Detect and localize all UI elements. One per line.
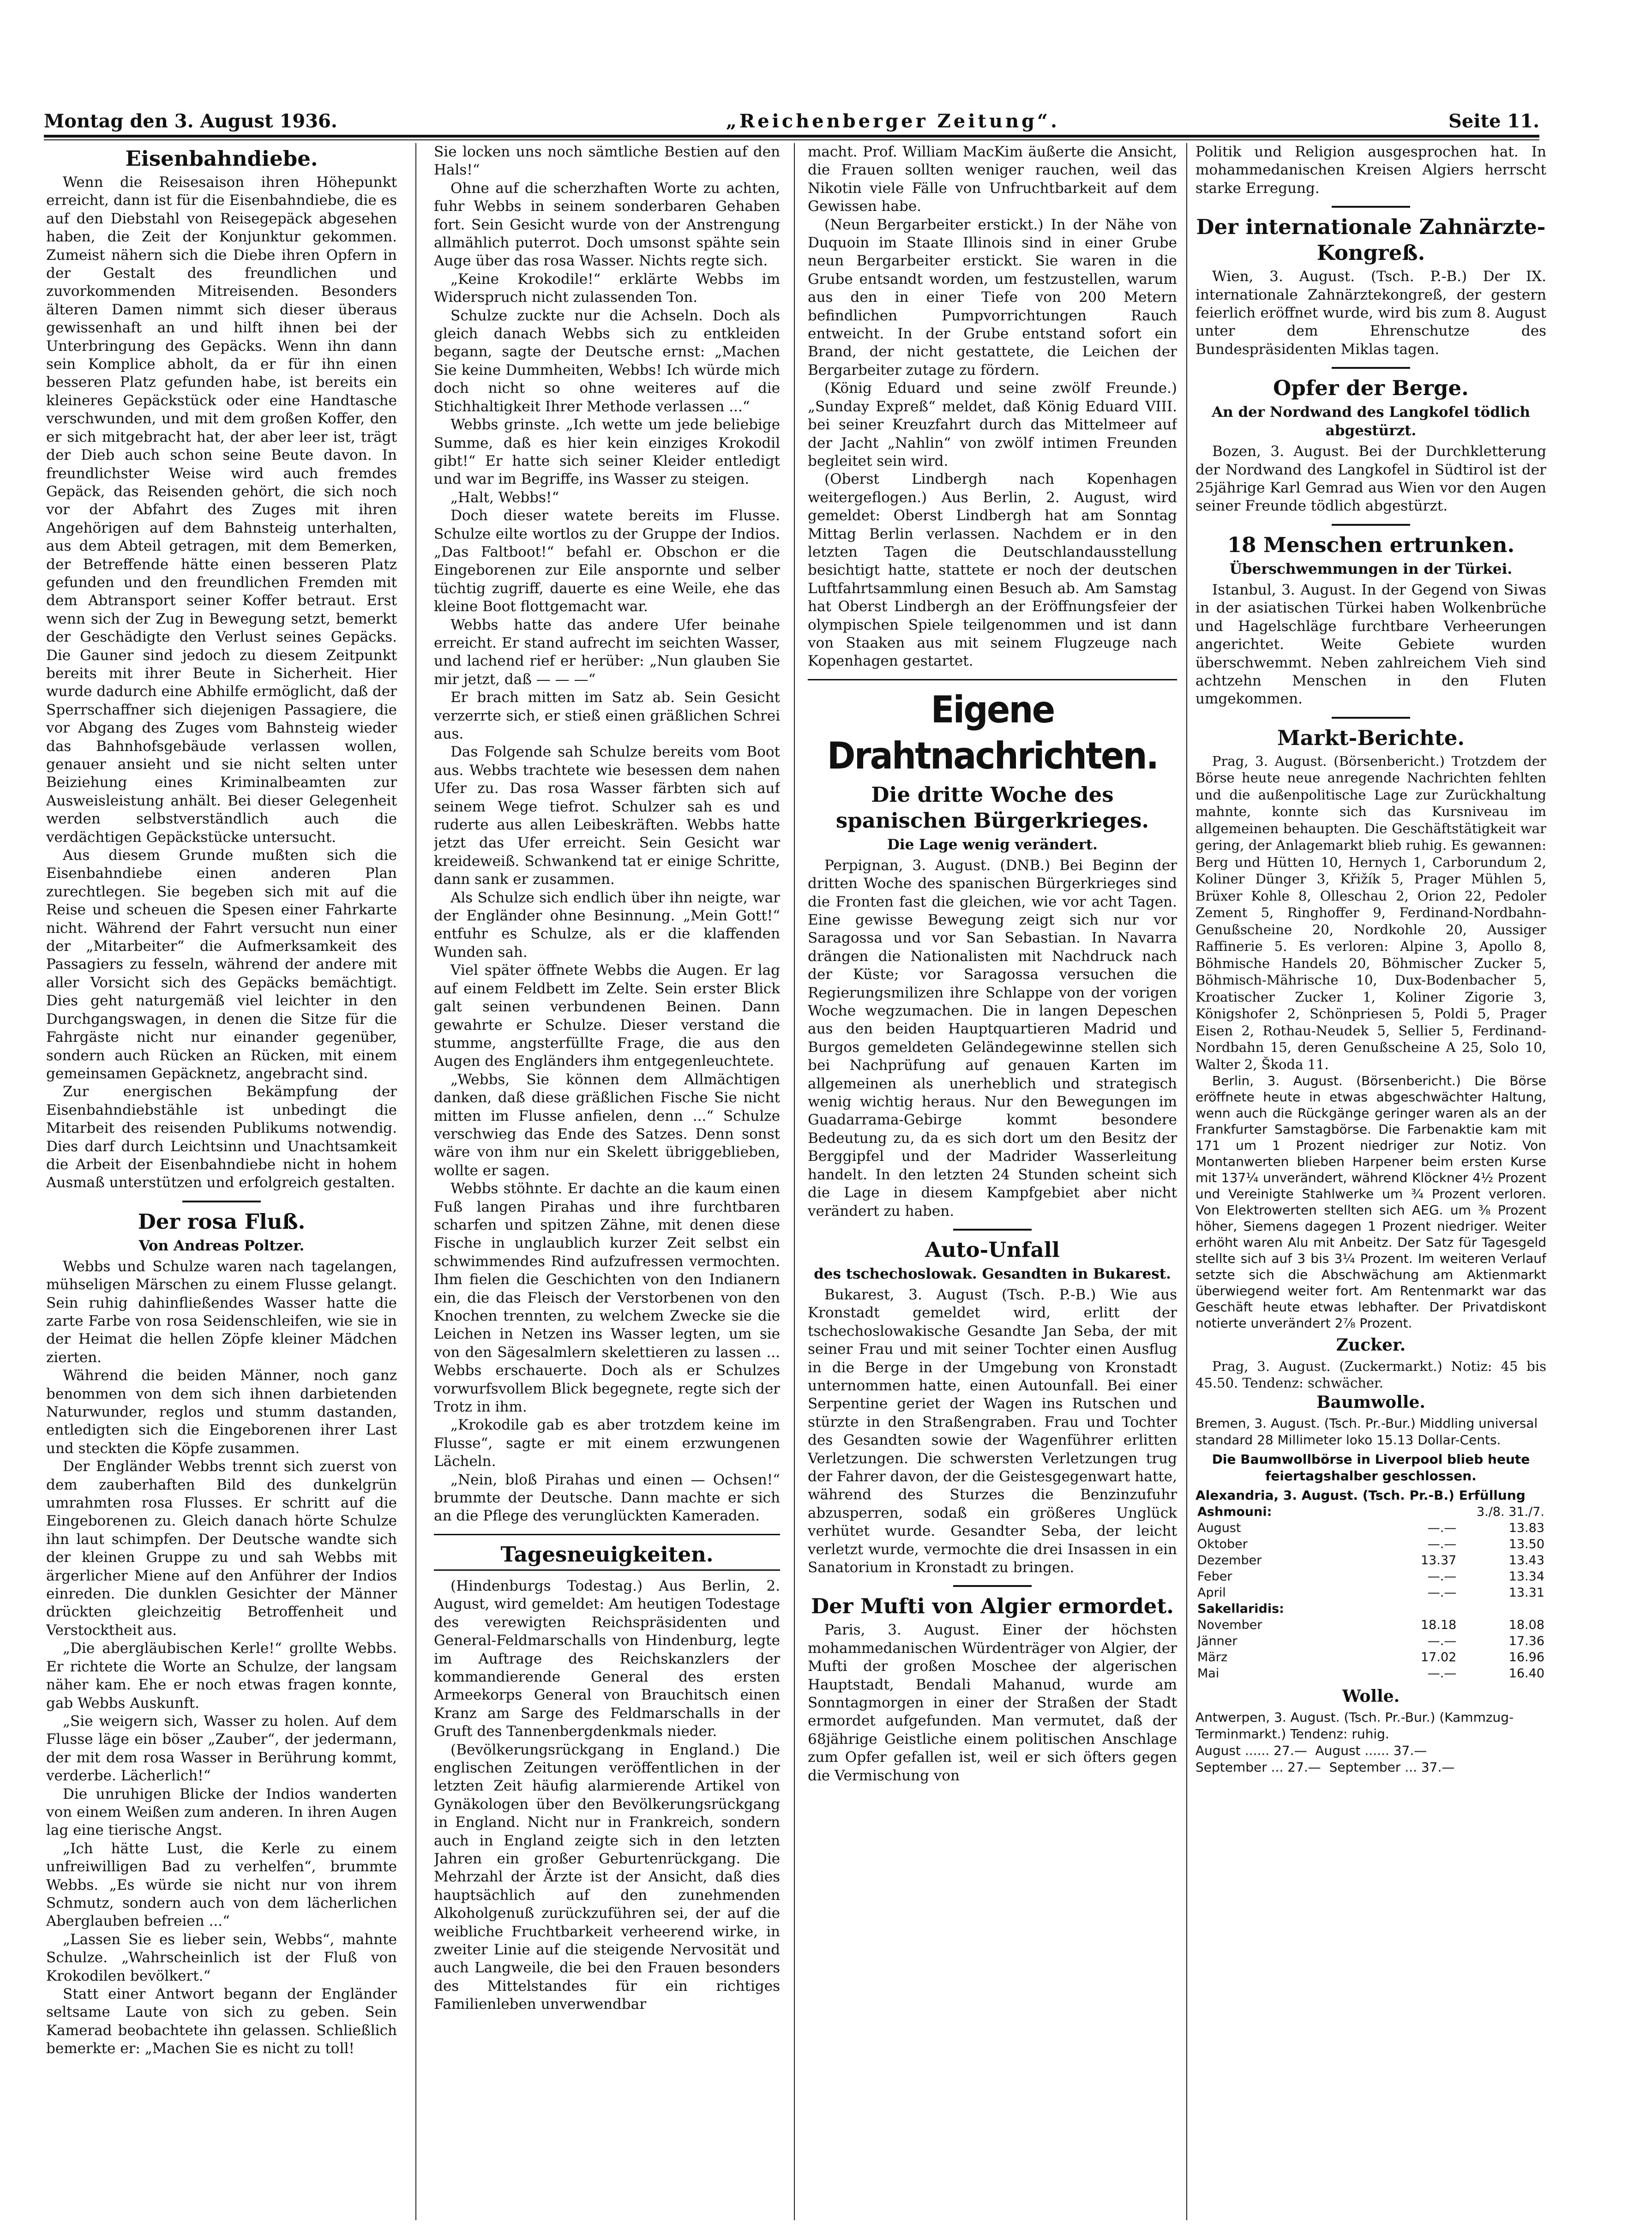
article-text: Webbs grinste. „Ich wette um jede beliebige Summe, daß es hier kein einziges Krokodil gibt!“ Er hatte sich seiner Kleider entledigt und war im Begriffe, ins Wasser zu steigen. (434, 416, 780, 488)
article-text: Er brach mitten im Satz ab. Sein Gesicht verzerrte sich, er stieß einen gräßlichen Schrei aus. (434, 689, 780, 742)
table-row (1195, 1633, 1546, 1649)
table-cell: Feber (1197, 1569, 1232, 1584)
table-cell: 16.96 (1508, 1650, 1544, 1665)
table-cell: 13.83 (1508, 1521, 1544, 1536)
table-cell: Mai (1197, 1666, 1219, 1681)
section-separator (434, 1534, 780, 1535)
article-text: Politik und Religion ausgesprochen hat. In mohammedanischen Kreisen Algiers herrscht starke Erregung. (1195, 144, 1546, 197)
article-text: Während die beiden Männer, noch ganz benommen von dem sich ihnen darbietenden Naturwunder, reglos und stumm dastanden, entledigten sich die Eingeborenen ihrer Last und steckten die Köpfe zusammen. (46, 1367, 397, 1457)
article-title-spanien: Die dritte Woche des spanischen Bürgerkrieges. (835, 782, 1149, 833)
market-row-wolle: August ...... 27.— August ...... 37.— (1195, 1743, 1427, 1759)
table-cell: —.— (1427, 1537, 1457, 1552)
article-text: Als Schulze sich endlich über ihn neigte, war der Engländer ohne Besinnung. „Mein Gott!“ entfuhr es Schulze, als er die klaffenden Wunden sah. (434, 889, 780, 961)
article-text: Istanbul, 3. August. In der Gegend von Siwas in der asiatischen Türkei haben Wolkenbrüche und Hagelschläge furchtbare Verheerungen angerichtet. Weite Gebiete wurden überschwemmt. Neben zahlreichem Vieh sind achtzehn Menschen in den Fluten umgekommen. (1195, 581, 1546, 708)
column-divider (1186, 143, 1187, 2220)
table-cell: 3./8. 31./7. (1477, 1505, 1544, 1520)
header-title: „Reichenberger Zeitung“. (726, 110, 1060, 132)
table-cell: 13.34 (1508, 1569, 1544, 1584)
section-separator (953, 1585, 1032, 1587)
article-text: Viel später öffnete Webbs die Augen. Er lag auf einem Feldbett im Zelte. Sein erster Blick galt seinen verbundenen Beinen. Dann gewahrte er Schulze. Dieser verstand die stumme, angsterfüllte Frage, die aus den Augen des Engländers ihm entgegenleuchtete. (434, 962, 780, 1070)
header-page-number: Seite 11. (1448, 110, 1539, 132)
market-text-berlin: Berlin, 3. August. (Börsenbericht.) Die Börse eröffnete heute in etwas abgeschwächter Haltung, wenn auch die Rückgänge geringer waren als an der Frankfurter Samstagbörse. Die Farbenaktie kam mit 171 um 1 Prozent niedriger zur Notiz. Von Montanwerten blieben Harpener beim ersten Kurse mit 137¼ unverändert, während Klöckner 4½ Prozent und Vereinigte Stahlwerke um ¾ Prozent verloren. Von Elektrowerten stellten sich AEG. um ⅜ Prozent höher, Siemens dagegen 1 Prozent niedriger. Weiter erhöht waren Alu mit Anbeitz. Der Satz für Tagesgeld stellte sich auf 3 bis 3¼ Prozent. Im weiteren Verlauf setzte sich die Abschwächung am Aktienmarkt überwiegend weiter fort. Am Rentenmarkt war das Geschäft heute etwas lebhafter. Der Privatdiskont notierte unverändert 2⅞ Prozent. (1195, 1073, 1546, 1331)
table-cell: Oktober (1197, 1537, 1248, 1552)
article-text: Schulze zuckte nur die Achseln. Doch als gleich danach Webbs sich zu entkleiden begann, sagte der Deutsche ernst: „Machen Sie keine Dummheiten, Webbs! Ich würde mich doch nicht so ohne weiteres auf die Stichhaltigkeit Ihrer Methode verlassen ...“ (434, 307, 780, 415)
banner-eigene-drahtnachrichten: Eigene Drahtnachrichten. (827, 688, 1158, 777)
table-cell: Sakellaridis: (1197, 1602, 1284, 1616)
article-subtitle: Überschwemmungen in der Türkei. (1229, 560, 1513, 577)
article-text: Die unruhigen Blicke der Indios wanderten von einem Weißen zum anderen. In ihren Augen lag eine tierische Angst. (46, 1785, 397, 1839)
article-text: Webbs und Schulze waren nach tagelangen, mühseligen Märschen zu einem Flusse gelangt. Sein ruhig dahinfließendes Wasser hatte die zarte Farbe von rosa Seidenschleifen, wie sie in der Heimat die hellen Zöpfe kleiner Mädchen zierten. (46, 1258, 397, 1366)
table-row (1195, 1536, 1546, 1552)
table-cell: —.— (1427, 1666, 1457, 1681)
article-text: „Lassen Sie es lieber sein, Webbs“, mahnte Schulze. „Wahrscheinlich ist der Fluß von Krokodilen bevölkert.“ (46, 1931, 397, 1984)
table-cell: —.— (1427, 1521, 1457, 1536)
article-text: Ohne auf die scherzhaften Worte zu achten, fuhr Webbs in seinem sonderbaren Gehaben fort. Sein Gesicht wurde von der Anstrengung allmählich puterrot. Doch umsonst spähte sein Auge über das rosa Wasser. Nichts regte sich. (434, 180, 780, 270)
section-separator (1332, 717, 1410, 719)
article-text: Bukarest, 3. August (Tsch. P.-B.) Wie aus Kronstadt gemeldet wird, erlitt der tschechoslowakische Gesandte Jan Seba, der mit seiner Frau und mit seiner Tochter einen Ausflug in die Berge in der Umgebung von Kronstadt unternommen hatte, einen Autounfall. Bei einer Serpentine geriet der Wagen ins Rutschen und stürzte in den Straßengraben. Frau und Tochter des Gesandten sowie der Wagenführer erlitten Verletzungen. Die schwersten Verletzungen trug der Fahrer davon, der die Geistesgegenwart hatte, während des Sturzes die Benzinzufuhr abzusperren, sodaß ein größeres Unglück verhütet wurde. Gesandter Seba, der leicht verletzt wurde, vermochte die drei Insassen in ein Sanatorium in Kronstadt zu bringen. (808, 1286, 1177, 1576)
market-title-baumwolle: Baumwolle. (1316, 1393, 1425, 1412)
article-text: (Oberst Lindbergh nach Kopenhagen weitergeflogen.) Aus Berlin, 2. August, wird gemeldet: Oberst Lindbergh hat am Sonntag Mittag Berlin verlassen. Nachdem er in den letzten Tagen die Deutschlandausstellung besichtigt hatte, stattete er noch der deutschen Luftfahrtsammlung einen Besuch ab. Am Samstag hat Oberst Lindbergh an der Eröffnungsfeier der olympischen Spiele teilgenommen und ist dann von Staaken aus mit seinem Flugzeuge nach Kopenhagen gestartet. (808, 471, 1177, 670)
market-text-bremen: Bremen, 3. August. (Tsch. Pr.-Bur.) Middling universal standard 28 Millimeter loko 15.13 Dollar-Cents. (1195, 1416, 1538, 1448)
market-text-antwerpen: Antwerpen, 3. August. (Tsch. Pr.-Bur.) (Kammzug-Terminmarkt.) Tendenz: ruhig. (1195, 1710, 1514, 1742)
column-2 (434, 143, 780, 2229)
article-subtitle: An der Nordwand des Langkofel tödlich abgestürzt. (1212, 404, 1530, 439)
table-row (1195, 1649, 1546, 1665)
article-title-mufti: Der Mufti von Algier ermordet. (811, 1594, 1174, 1619)
header-date: Montag den 3. August 1936. (44, 110, 337, 132)
market-title-zucker: Zucker. (1336, 1335, 1406, 1355)
table-row (1195, 1552, 1546, 1568)
section-separator (953, 1229, 1032, 1231)
article-text: „Die abergläubischen Kerle!“ grollte Webbs. Er richtete die Worte an Schulze, der langsam näher kam. Ehe er noch etwas fragen konnte, gab Webbs Auskunft. (46, 1640, 397, 1712)
article-text: macht. Prof. William MacKim äußerte die Ansicht, die Frauen sollten weniger rauchen, weil das Nikotin viele Fälle von Unfruchtbarkeit auf dem Gewissen habe. (808, 144, 1177, 215)
table-cell: —.— (1427, 1634, 1457, 1649)
article-text: „Webbs, Sie können dem Allmächtigen danken, daß diese gräßlichen Fische Sie nicht mitten im Flusse anfielen, denn ...“ Schulze verschwieg das Ende des Satzes. Denn sonst wäre von ihm nur ein Skelett übriggeblieben, wollte er sagen. (434, 1071, 780, 1179)
article-text: Wenn die Reisesaison ihren Höhepunkt erreicht, dann ist für die Eisenbahndiebe, die es auf den Diebstahl von Reisegepäck abgesehen haben, die Zeit der Konjunktur gekommen. Zumeist nähern sich die Diebe ihren Opfern in der Gestalt des freundlichen und zuvorkommenden Mitreisenden. Besonders älteren Damen nimmt sich dieser überaus gewissenhaft an und hilft ihnen bei der Unterbringung des Gepäcks. Wenn ihn dann sein Komplice abholt, da er für ihn einen besseren Platz gefunden habe, ist bereits ein kleineres Gepäckstück oder eine Handtasche verschwunden, und mit dem großen Koffer, den er sich mitgebracht hat, der aber leer ist, trägt der Dieb auch schon seine Beute davon. In freundlichster Weise wird auch fremdes Gepäck, das Reisenden gehört, die sich noch vor der Abfahrt des Zuges mit ihren Angehörigen auf dem Bahnsteig unterhalten, aus dem Abteil getragen, mit dem Bemerken, der Betreffende hätte einen besseren Platz gefunden und den freundlichen Fremden mit dem Abtransport seiner Koffer betraut. Erst wenn sich der Zug in Bewegung setzt, bemerkt der Geschädigte den Verlust seines Gepäcks. Die Gauner sind jedoch zu diesem Zeitpunkt bereits mit ihrer Beute in Sicherheit. Hier wurde dadurch eine Abhilfe ermöglicht, daß der Sperrschaffner sich diejenigen Passagiere, die vor Abgang des Zuges vom Bahnsteig wieder das Bahnhofsgebäude verlassen wollen, genauer ansieht und sie nicht selten unter Beiziehung eines Kriminalbeamten zur Ausweisleistung anhält. Bei dieser Gelegenheit werden selbstverständlich auch die verdächtigen Gepäckstücke untersucht. (46, 174, 397, 846)
article-author: Von Andreas Poltzer. (138, 1237, 305, 1254)
article-title-zahnaerzte: Der internationale Zahnärzte-Kongreß. (1196, 215, 1546, 265)
table-cell: 13.31 (1508, 1586, 1544, 1600)
article-text: Zur energischen Bekämpfung der Eisenbahndiebstähle ist unbedingt die Mitarbeit des reisenden Publikums notwendig. Dies darf durch Leichtsinn und Unachtsamkeit die Arbeit der Eisenbahndiebe nicht in hohem Ausmaß unterstützen und erfolgreich gestalten. (46, 1083, 397, 1191)
table-cell: 18.08 (1508, 1618, 1544, 1633)
article-text: Statt einer Antwort begann der Engländer seltsame Laute von sich zu geben. Sein Kamerad beobachtete ihn gelassen. Schließlich bemerkte er: „Machen Sie es nicht zu toll! (46, 1986, 397, 2057)
cotton-table (1195, 1504, 1546, 1682)
article-text: Sie locken uns noch sämtliche Bestien auf den Hals!“ (434, 144, 780, 179)
table-cell: März (1197, 1650, 1228, 1665)
table-cell: 17.36 (1508, 1634, 1544, 1649)
article-text: Das Folgende sah Schulze bereits vom Boot aus. Webbs trachtete wie besessen dem nahen Ufer zu. Das rosa Wasser färbten sich auf seinem Wege tiefrot. Schulzer sah es und ruderte aus allen Leibeskräften. Webbs hatte jetzt das Ufer erreicht. Sein Gesicht war kreideweiß. Schwankend tat er einige Schritte, dann sank er zusammen. (434, 744, 780, 888)
article-title-eisenbahndiebe: Eisenbahndiebe. (125, 146, 318, 171)
article-text: Perpignan, 3. August. (DNB.) Bei Beginn der dritten Woche des spanischen Bürgerkrieges sind die Fronten fast die gleichen, wie vor acht Tagen. Eine gewisse Bewegung zeigt sich nur vor Saragossa und vor San Sebastian. In Navarra drängen die Nationalisten mit Nachdruck nach der Küste; vor Saragossa versuchen die Regierungsmilizen ihre Schlappe von der vorigen Woche wegzumachen. Die in langen Depeschen aus den beiden Hauptquartieren Madrid und Burgos gemeldeten Geländegewinne stellen sich bei Nachprüfung auf genauen Karten im allgemeinen als unerheblich und strategisch wenig wichtig heraus. Nur den Bewegungen im Guadarrama-Gebirge kommt besondere Bedeutung zu, da es sich dort um den Besitz der Berggipfel und der Madrider Wasserleitung handelt. In den letzten 24 Stunden scheint sich die Lage in diesem Kampfgebiet aber nicht verändert zu haben. (808, 857, 1177, 1220)
table-row (1195, 1601, 1546, 1617)
table-cell: Dezember (1197, 1553, 1262, 1568)
article-text: Doch dieser watete bereits im Flusse. Schulze eilte wortlos zu der Gruppe der Indios. „Das Faltboot!“ befahl er. Obschon er die Eingeborenen zur Eile anspornte und selber tüchtig zugriff, dauerte es eine Weile, ehe das kleine Boot flottgemacht war. (434, 507, 780, 615)
article-text: „Sie weigern sich, Wasser zu holen. Auf dem Flusse läge ein böser „Zauber“, der jedermann, der mit dem rosa Wasser in Berührung kommt, verderbe. Lächerlich!“ (46, 1712, 397, 1784)
table-cell: April (1197, 1586, 1226, 1600)
section-separator (808, 679, 1177, 680)
table-cell: 16.40 (1508, 1666, 1544, 1681)
article-text: Wien, 3. August. (Tsch. P.-B.) Der IX. internationale Zahnärztekongreß, der gestern feierlich eröffnet wurde, wird bis zum 8. August unter dem Ehrenschutze des Bundespräsidenten Miklas tagen. (1195, 268, 1546, 358)
article-text: Der Engländer Webbs trennt sich zuerst von dem zauberhaften Bild des dunkelgrün umrahmten rosa Flusses. Er schritt auf die Eingeborenen zu. Gleich danach hörte Schulze ihn laut schimpfen. Der Deutsche wandte sich der kleinen Gruppe zu und sah Webbs mit ärgerlicher Miene auf den Anführer der Indios einreden. Die dunklen Gesichter der Männer drückten gleichzeitig Betroffenheit und Verstocktheit aus. (46, 1458, 397, 1639)
article-title-auto-unfall: Auto-Unfall (925, 1237, 1060, 1262)
section-separator (1332, 206, 1410, 208)
article-text: (Bevölkerungsrückgang in England.) Die englischen Zeitungen veröffentlichen in der letzten Zeit häufig alarmierende Artikel von Gynäkologen über den Bevölkerungsrückgang in England. Nicht nur in Frankreich, sondern auch in England zeigte sich in den letzten Jahren ein großer Geburtenrückgang. Die Mehrzahl der Ärzte ist der Ansicht, daß dies hauptsächlich auf den zunehmenden Alkoholgenuß zurückzuführen sei, der auf die weibliche Fruchtbarkeit verheerend wirke, in zweiter Linie auf die steigende Nervosität und auch Langweile, die bei den Frauen besonders des Mittelstandes für ein richtiges Familienleben unverwendbar (434, 1741, 780, 2013)
table-cell: Ashmouni: (1197, 1505, 1272, 1520)
page-header (44, 102, 1539, 139)
table-row (1195, 1617, 1546, 1633)
header-rule-thin (44, 139, 1539, 140)
market-text-prag: Prag, 3. August. (Börsenbericht.) Trotzdem der Börse heute neue anregende Nachrichten fehlten und die außenpolitische Lage zur Zurückhaltung mahnte, konnte sich das Kursniveau im allgemeinen behaupten. Die Geschäftstätigkeit war gering, der Anlagemarkt blieb ruhig. Es gewannen: Berg und Hütten 10, Hernych 1, Carborundum 2, Koliner Dünger 3, Křižík 5, Prager Mühlen 5, Brüxer Kohle 8, Olleschau 2, Orion 22, Pedoler Zement 5, Ringhoffer 9, Ferdinand-Nordbahn-Genußscheine 20, Nordkohle 20, Aussiger Raffinerie 5. Es verloren: Alpine 3, Apollo 8, Böhmische Handels 20, Böhmischer Zucker 5, Böhmisch-Mährische 10, Dux-Bodenbacher 5, Kroatischer Zucker 1, Koliner Zigorie 3, Königshofer 2, Schönpriesen 5, Poldi 5, Prager Eisen 2, Rothau-Neudek 5, Sellier 5, Ferdinand-Nordbahn 15, deren Genußscheine A 25, Solo 10, Walter 2, Škoda 11. (1195, 753, 1546, 1072)
table-cell: August (1197, 1521, 1241, 1536)
table-cell: 13.50 (1508, 1537, 1544, 1552)
table-row (1195, 1585, 1546, 1601)
section-separator (1332, 367, 1410, 369)
column-4 (1195, 143, 1546, 2229)
market-text-zucker: Prag, 3. August. (Zuckermarkt.) Notiz: 45 bis 45.50. Tendenz: schwächer. (1195, 1358, 1546, 1391)
article-title-ertrunken: 18 Menschen ertrunken. (1227, 532, 1515, 557)
column-divider (794, 143, 795, 2220)
table-cell: 13.37 (1421, 1553, 1457, 1568)
table-row (1195, 1568, 1546, 1585)
table-cell: 18.18 (1421, 1618, 1457, 1633)
table-cell: Jänner (1197, 1634, 1237, 1649)
table-row (1195, 1520, 1546, 1536)
table-cell: November (1197, 1618, 1262, 1633)
article-text: Webbs hatte das andere Ufer beinahe erreicht. Er stand aufrecht im seichten Wasser, und lachend rief er herüber: „Nun glauben Sie mir jetzt, daß — — —“ (434, 616, 780, 688)
column-1 (46, 143, 397, 2229)
article-subtitle: Die Lage wenig verändert. (887, 836, 1098, 853)
article-title-opfer-der-berge: Opfer der Berge. (1273, 376, 1469, 401)
section-separator (182, 1201, 261, 1202)
table-row (1195, 1504, 1546, 1520)
market-title-wolle: Wolle. (1342, 1687, 1400, 1706)
article-text: Bozen, 3. August. Bei der Durchkletterung der Nordwand des Langkofel in Südtirol ist der 25jährige Karl Gemrad aus Wien vor den Augen seiner Freunde tödlich abgestürzt. (1195, 443, 1546, 515)
article-text: Webbs stöhnte. Er dachte an die kaum einen Fuß langen Pirahas und ihre furchtbaren scharfen und spitzen Zähne, mit denen diese Fische in unglaublich kurzer Zeit selbst ein schwimmendes Rind aufzufressen vermochten. Ihm fielen die Geschichten von den Indianern ein, die das Fleisch der Verstorbenen von den Knochen trennten, zu welchem Zwecke sie die Leichen in Netzen ins Wasser legten, um sie von den Sägesalmlern skelettieren zu lassen ... Webbs erschauerte. Doch als er Schulzes vorwurfsvollem Blick begegnete, regte sich der Trotz in ihm. (434, 1180, 780, 1416)
article-text: „Krokodile gab es aber trotzdem keine im Flusse“, sagte er mit einem erzwungenen Lächeln. (434, 1417, 780, 1470)
article-text: Paris, 3. August. Einer der höchsten mohammedanischen Würdenträger von Algier, der Mufti der großen Moschee der algerischen Hauptstadt, Bendali Mahanud, wurde am Sonntagmorgen in einer der Straßen der Stadt ermordet aufgefunden. Man vermutet, daß der 68jährige Geistliche einem politischen Anschlage zum Opfer gefallen ist, weil er sich öfters gegen die Vermischung von (808, 1622, 1177, 1784)
article-text: (König Eduard und seine zwölf Freunde.) „Sunday Expreß“ meldet, daß König Eduard VIII. bei seiner Kreuzfahrt durch das Mittelmeer auf der Jacht „Nahlin“ von zwölf intimen Freunden begleitet sein wird. (808, 380, 1177, 469)
article-text: (Neun Bergarbeiter erstickt.) In der Nähe von Duquoin im Staate Illinois sind in einer Grube neun Bergarbeiter erstickt. Sie waren in die Grube entsandt worden, um festzustellen, warum aus den in einer Tiefe von 200 Metern befindlichen Pumpvorrichtungen Rauch entweicht. In der Grube entstand sofort ein Brand, der nicht gestattete, die Leichen der Bergarbeiter zutage zu fördern. (808, 216, 1177, 379)
article-subtitle: des tschechoslowak. Gesandten in Bukarest. (814, 1265, 1171, 1282)
article-text: „Ich hätte Lust, die Kerle zu einem unfreiwilligen Bad zu verhelfen“, brummte Webbs. „Es würde sie nicht nur von ihrem Schmutz, sondern auch von dem lächerlichen Aberglauben befreien ...“ (46, 1840, 397, 1930)
section-separator (434, 1569, 780, 1571)
header-rule (44, 135, 1539, 138)
table-cell: 13.43 (1508, 1553, 1544, 1568)
article-text: „Keine Krokodile!“ erklärte Webbs im Widerspruch nicht zulassenden Ton. (434, 270, 780, 306)
column-3 (808, 143, 1177, 2229)
article-text: „Nein, bloß Pirahas und einen — Ochsen!“ brummte der Deutsche. Dann machte er sich an die Pflege des verunglückten Kameraden. (434, 1471, 780, 1525)
column-divider (415, 143, 416, 2220)
article-text: „Halt, Webbs!“ (451, 489, 559, 506)
table-cell: —.— (1427, 1586, 1457, 1600)
section-separator (1332, 524, 1410, 526)
market-note-liverpool: Die Baumwollbörse in Liverpool blieb heute feiertagshalber geschlossen. (1212, 1452, 1530, 1484)
article-text: (Hindenburgs Todestag.) Aus Berlin, 2. August, wird gemeldet: Am heutigen Todestage des verewigten Reichspräsidenten und General-Feldmarschalls von Hindenburg, legte im Auftrage des Reichskanzlers der kommandierende General des ersten Armeekorps General von Brauchitsch einen Kranz am Sarge des Feldmarschalls in der Gruft des Tannenbergdenkmals nieder. (434, 1577, 780, 1740)
table-cell: 17.02 (1421, 1650, 1457, 1665)
section-title-tagesneuigkeiten: Tagesneuigkeiten. (500, 1542, 714, 1567)
market-head-alexandria: Alexandria, 3. August. (Tsch. Pr.-B.) Erfüllung (1195, 1488, 1526, 1503)
market-row-wolle: September ... 27.— September ... 37.— (1195, 1760, 1455, 1775)
section-title-markt-berichte: Markt-Berichte. (1277, 725, 1465, 750)
table-row (1195, 1665, 1546, 1682)
table-cell: —.— (1427, 1569, 1457, 1584)
article-text: Aus diesem Grunde mußten sich die Eisenbahndiebe einen anderen Plan zurechtlegen. Sie begeben sich mit auf die Reise und scheuen die Spesen einer Fahrkarte nicht. Während der Fahrt versucht nun einer der „Mitarbeiter“ die Aufmerksamkeit des Passagiers zu fesseln, während der andere mit aller Vorsicht sich des Gepäcks bemächtigt. Dies geht naturgemäß viel leichter in den Durchgangswagen, in denen die Sitze für die Fahrgäste nicht nur einander gegenüber, sondern auch Rücken an Rücken, mit einem gemeinsamen Gepäcknetz, angebracht sind. (46, 847, 397, 1082)
article-title-rosa-fluss: Der rosa Fluß. (138, 1209, 306, 1234)
